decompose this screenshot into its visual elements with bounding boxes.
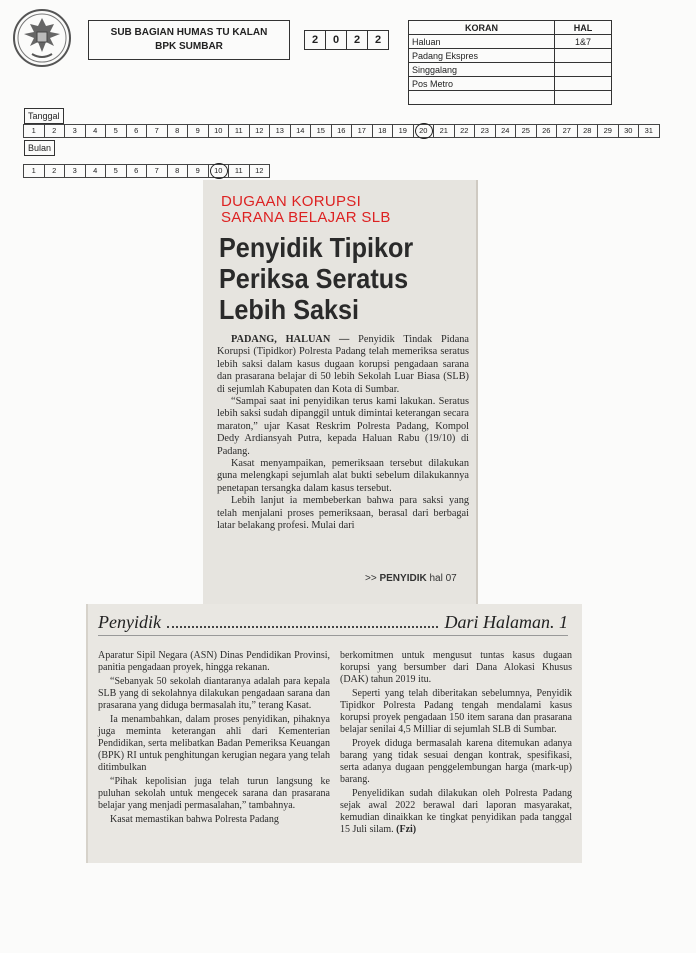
page-number xyxy=(555,63,612,77)
headline-line: Lebih Saksi xyxy=(219,294,360,325)
headline-line: Penyidik Tipikor xyxy=(219,232,414,263)
paragraph-text: Penyidik Tindak Pidana Korupsi (Tipidkor) Polresta Padang telah memeriksa seratus lebih saksi dalam kasus dugaan korupsi pengadaan sarana dan prasarana belajar di 50 lebih Sekolah Luar Biasa (SLB) di sejumlah Kabupaten dan Kota di Sumbar. xyxy=(217,334,469,395)
article-paragraph: “Pihak kepolisian juga telah turun langsung ke puluhan sekolah untuk mengecek sarana dan prasarana belajar yang menjadi permasalahan,” tambahnya. xyxy=(98,776,330,811)
table-row xyxy=(409,77,612,91)
article-kicker xyxy=(221,194,391,226)
continue-arrow-icon: >> xyxy=(365,573,377,584)
year-digit: 2 xyxy=(346,30,368,50)
month-selector xyxy=(24,164,270,178)
article-paragraph: Kasat memastikan bahwa Polresta Padang xyxy=(110,814,279,825)
day-cell: 28 xyxy=(577,124,599,138)
article-paragraph: Lebih lanjut ia membeberkan bahwa para saksi yang telah menjalani proses pemeriksaan, berasal dari berbagai latar belakang profesi. Mulai dari xyxy=(217,495,469,532)
page-number xyxy=(555,49,612,63)
month-cell: 11 xyxy=(228,164,250,178)
day-cell: 12 xyxy=(249,124,271,138)
page-number: 1&7 xyxy=(555,35,612,49)
day-cell: 19 xyxy=(392,124,414,138)
day-cell: 27 xyxy=(556,124,578,138)
jump-dots-divider xyxy=(167,612,439,628)
month-cell: 6 xyxy=(126,164,148,178)
day-cell: 4 xyxy=(85,124,107,138)
continuation-left-column xyxy=(98,650,330,828)
unit-name-line1: SUB BAGIAN HUMAS TU KALAN xyxy=(110,27,268,38)
month-cell: 5 xyxy=(105,164,127,178)
table-row xyxy=(409,63,612,77)
day-cell: 8 xyxy=(167,124,189,138)
year-digit: 2 xyxy=(367,30,389,50)
month-cell: 3 xyxy=(64,164,86,178)
unit-name-box xyxy=(88,20,290,60)
article-paragraph: “Sampai saat ini penyidikan terus kami lakukan. Seratus lebih saksi sudah dipanggil untuk dimintai keterangan secara maraton,” ujar Kasat Reskrim Polresta Padang, Kompol Dedy Ardiansyah Putra, kepada Haluan Rabu (19/10) di Padang. xyxy=(217,396,469,457)
kicker-line: SARANA BELAJAR SLB xyxy=(221,209,391,226)
day-cell: 15 xyxy=(310,124,332,138)
day-cell: 24 xyxy=(495,124,517,138)
jump-label-left: Penyidik xyxy=(98,612,161,632)
day-cell: 23 xyxy=(474,124,496,138)
day-cell: 11 xyxy=(228,124,250,138)
jump-label-right: Dari Halaman. 1 xyxy=(444,612,568,632)
day-cell: 1 xyxy=(23,124,45,138)
kicker-line: DUGAAN KORUPSI xyxy=(221,193,362,210)
year-box xyxy=(305,30,389,50)
garuda-emblem-icon xyxy=(10,6,74,70)
day-cell: 10 xyxy=(208,124,230,138)
dateline: PADANG, HALUAN — xyxy=(231,334,350,345)
day-cell: 29 xyxy=(597,124,619,138)
tanggal-label: Tanggal xyxy=(24,108,64,124)
day-cell: 7 xyxy=(146,124,168,138)
bulan-label: Bulan xyxy=(24,140,55,156)
article-clipping xyxy=(203,180,478,604)
continuation-pointer xyxy=(365,573,457,584)
month-cell: 7 xyxy=(146,164,168,178)
day-cell: 2 xyxy=(44,124,66,138)
day-cell: 21 xyxy=(433,124,455,138)
day-cell: 20 xyxy=(413,124,435,138)
newspaper-name: Haluan xyxy=(409,35,555,49)
day-cell: 26 xyxy=(536,124,558,138)
month-cell: 9 xyxy=(187,164,209,178)
day-selector xyxy=(24,124,660,138)
page-number xyxy=(555,91,612,105)
day-cell: 25 xyxy=(515,124,537,138)
day-cell: 13 xyxy=(269,124,291,138)
continuation-right-column xyxy=(340,650,572,838)
article-paragraph: Seperti yang telah diberitakan sebelumnya, Penyidik Tipidkor Polresta Padang tengah mendalami kasus korupsi proyek pengadaan 150 item sarana dan prasarana belajar senilai 4,5 Milliar di sejumlah SLB di Sumbar. xyxy=(340,688,572,735)
koran-header: KORAN xyxy=(409,21,555,35)
continue-word: PENYIDIK xyxy=(379,573,427,584)
article-paragraph: Aparatur Sipil Negara (ASN) Dinas Pendidikan Provinsi, panitia pengadaan proyek, hingga rekanan. xyxy=(98,650,330,673)
month-cell: 4 xyxy=(85,164,107,178)
month-cell: 12 xyxy=(249,164,271,178)
article-headline xyxy=(219,232,413,325)
day-cell: 17 xyxy=(351,124,373,138)
page-number xyxy=(555,77,612,91)
day-cell: 16 xyxy=(331,124,353,138)
table-row xyxy=(409,49,612,63)
paragraph-text: Penyelidikan sudah dilakukan oleh Polresta Padang sejak awal 2022 berawal dari laporan masyarakat, kemudian dinaikkan ke tingkat penyidikan pada tanggal 15 Juli silam. xyxy=(340,788,572,835)
table-row xyxy=(409,91,612,105)
day-cell: 18 xyxy=(372,124,394,138)
table-row xyxy=(409,35,612,49)
continue-page: hal 07 xyxy=(429,573,457,584)
author-initials: (Fzi) xyxy=(396,824,417,835)
article-paragraph: berkomitmen untuk mengusut tuntas kasus dugaan korupsi yang bersumber dari Dana Alokasi Khusus (DAK) tahun 2019 itu. xyxy=(340,650,572,685)
day-cell: 5 xyxy=(105,124,127,138)
continuation-clipping xyxy=(86,604,582,863)
article-paragraph: “Sebanyak 50 sekolah diantaranya adalah para kepala SLB yang di sekolahnya dilakukan pengadaan sarana dan prasarana yang diduga bermasalah itu,” terang Kasat. xyxy=(98,676,330,711)
year-digit: 0 xyxy=(325,30,347,50)
day-cell: 22 xyxy=(454,124,476,138)
day-cell: 31 xyxy=(638,124,660,138)
newspaper-name: Pos Metro xyxy=(409,77,555,91)
unit-name-line2: BPK SUMBAR xyxy=(155,41,223,52)
month-cell: 2 xyxy=(44,164,66,178)
day-cell: 3 xyxy=(64,124,86,138)
article-paragraph xyxy=(340,788,572,836)
month-cell: 1 xyxy=(23,164,45,178)
newspaper-name: Singgalang xyxy=(409,63,555,77)
article-paragraph xyxy=(217,334,469,396)
article-paragraph: Proyek diduga bermasalah karena ditemukan adanya barang yang tidak sesuai dengan kontrak, spesifikasi, serta adanya dugaan penggelembungan harga (mark-up) barang. xyxy=(340,738,572,785)
hal-header: HAL xyxy=(555,21,612,35)
day-cell: 6 xyxy=(126,124,148,138)
newspaper-name: Padang Ekspres xyxy=(409,49,555,63)
month-cell: 8 xyxy=(167,164,189,178)
newspaper-table xyxy=(408,20,612,105)
day-cell: 14 xyxy=(290,124,312,138)
year-digit: 2 xyxy=(304,30,326,50)
newspaper-name xyxy=(409,91,555,105)
day-cell: 30 xyxy=(618,124,640,138)
headline-line: Periksa Seratus xyxy=(219,263,409,294)
article-paragraph: Ia menambahkan, dalam proses penyidikan, pihaknya juga meminta keterangan ahli dari Kementerian Pendidikan, serta melibatkan Badan Pemeriksa Keuangan (BPK) RI untuk penghitungan kerugian negara yang telah ditimbulkan xyxy=(98,714,330,773)
article-body xyxy=(217,334,469,533)
month-cell: 10 xyxy=(208,164,230,178)
jump-header xyxy=(98,612,568,636)
article-paragraph: Kasat menyampaikan, pemeriksaan tersebut dilakukan guna melengkapi sejumlah alat bukti sebelum dilakukannya penetapan tersangka dalam kasus tersebut. xyxy=(217,458,469,494)
day-cell: 9 xyxy=(187,124,209,138)
